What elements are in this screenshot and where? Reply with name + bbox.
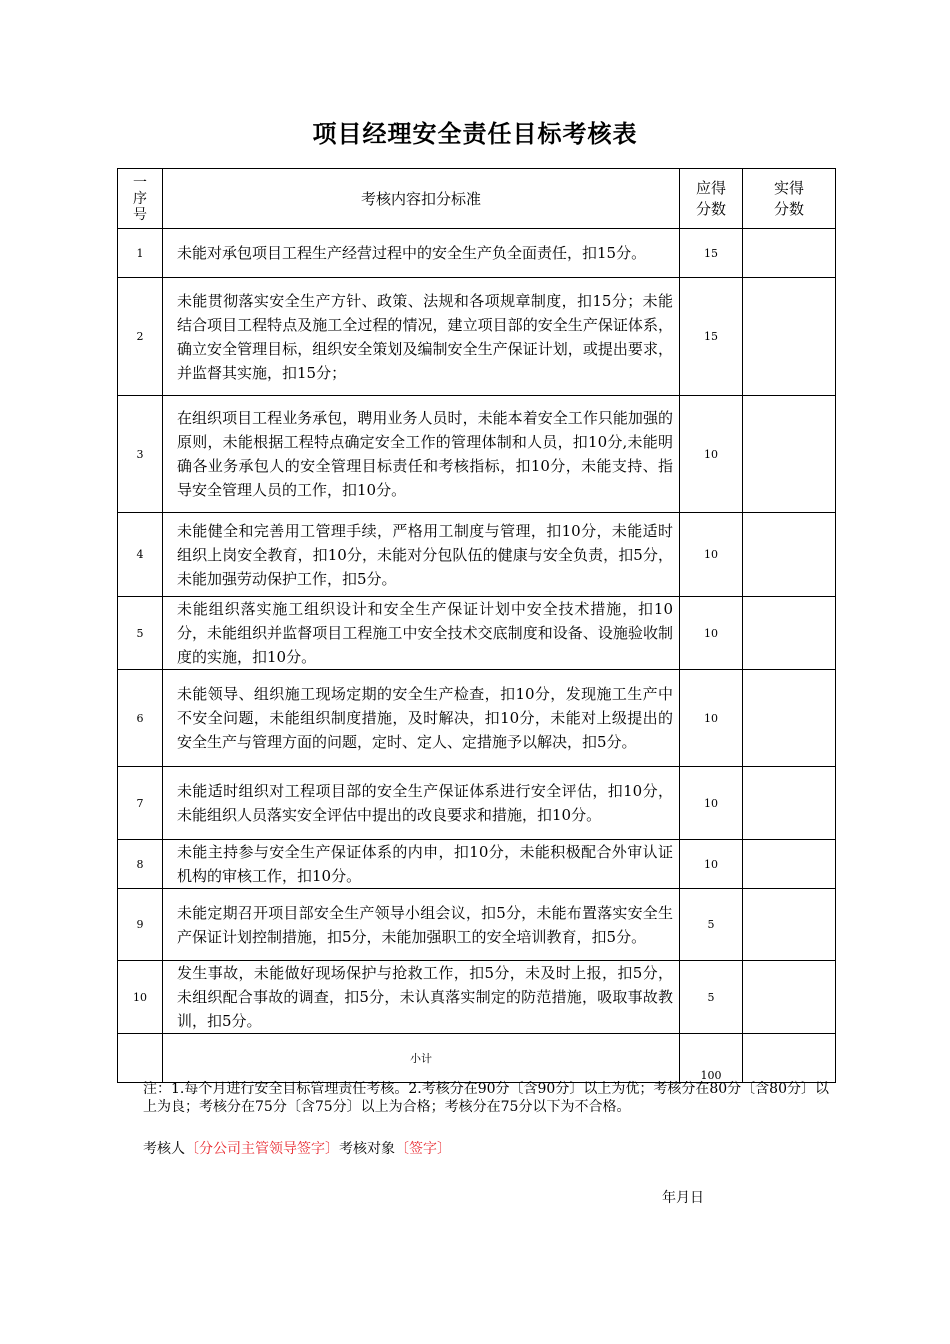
row-criteria: 未能主持参与安全生产保证体系的内申，扣10分，未能积极配合外审认证机构的审核工作，扣10分。 (163, 840, 680, 889)
table-header-row (118, 169, 836, 229)
row-number: 1 (118, 229, 163, 278)
table-row (118, 513, 836, 597)
row-criteria: 未能对承包项目工程生产经营过程中的安全生产负全面责任，扣15分。 (163, 229, 680, 278)
row-number: 10 (118, 961, 163, 1034)
header-seq-char: 序 (133, 190, 147, 207)
row-criteria: 未能定期召开项目部安全生产领导小组会议，扣5分，未能布置落实安全生产保证计划控制措施，扣5分，未能加强职工的安全培训教育，扣5分。 (163, 889, 680, 961)
assessee-label: 考核对象 (339, 1141, 395, 1157)
assessee-sign-field[interactable]: 〔签字〕 (395, 1141, 451, 1157)
row-number: 6 (118, 670, 163, 767)
row-actual-score-cell[interactable] (743, 961, 836, 1034)
header-seq-char: 号 (133, 206, 147, 223)
subtotal-label: 小计 (163, 1034, 680, 1083)
row-actual-score-cell[interactable] (743, 513, 836, 597)
header-due-score (680, 169, 743, 229)
header-seq-char: 一 (133, 174, 147, 191)
header-due-line: 分数 (695, 199, 726, 218)
row-criteria: 未能贯彻落实安全生产方针、政策、法规和各项规章制度，扣15分；未能结合项目工程特点及施工全过程的情况，建立项目部的安全生产保证体系，确立安全管理目标，组织安全策划及编制安全生产保证计划，或提出要求，并监督其实施，扣15分； (163, 278, 680, 396)
header-content: 考核内容扣分标准 (163, 169, 680, 229)
header-actual-score (743, 169, 836, 229)
signature-line (143, 1138, 451, 1158)
row-actual-score-cell[interactable] (743, 229, 836, 278)
row-criteria: 未能健全和完善用工管理手续，严格用工制度与管理，扣10分，未能适时组织上岗安全教育，扣10分，未能对分包队伍的健康与安全负责，扣5分，未能加强劳动保护工作，扣5分。 (163, 513, 680, 597)
table-row (118, 767, 836, 840)
subtotal-seq-cell (118, 1034, 163, 1083)
row-due-score: 10 (680, 670, 743, 767)
table-row (118, 889, 836, 961)
row-number: 3 (118, 396, 163, 513)
table-row (118, 597, 836, 670)
row-actual-score-cell[interactable] (743, 278, 836, 396)
row-due-score: 15 (680, 278, 743, 396)
row-criteria: 发生事故，未能做好现场保护与抢救工作，扣5分，未及时上报，扣5分，未组织配合事故的调查，扣5分，未认真落实制定的防范措施，吸取事故教训，扣5分。 (163, 961, 680, 1034)
row-actual-score-cell[interactable] (743, 396, 836, 513)
row-number: 2 (118, 278, 163, 396)
table-row (118, 229, 836, 278)
subtotal-row (118, 1034, 836, 1083)
row-criteria: 未能适时组织对工程项目部的安全生产保证体系进行安全评估，扣10分，未能组织人员落实安全评估中提出的改良要求和措施，扣10分。 (163, 767, 680, 840)
row-actual-score-cell[interactable] (743, 840, 836, 889)
subtotal-score: 100 (680, 1034, 743, 1083)
header-got-line: 分数 (773, 199, 804, 218)
notes-text: 注：1.每个月进行安全目标管理责任考核。2.考核分在90分〔含90分〕以上为优；考核分在80分〔含80分〕以上为良；考核分在75分〔含75分〕以上为合格；考核分在75分以下为不合格。 (143, 1081, 829, 1115)
assessor-label: 考核人 (143, 1141, 185, 1157)
row-actual-score-cell[interactable] (743, 889, 836, 961)
row-number: 8 (118, 840, 163, 889)
row-number: 7 (118, 767, 163, 840)
row-actual-score-cell[interactable] (743, 670, 836, 767)
row-due-score: 10 (680, 767, 743, 840)
row-actual-score-cell[interactable] (743, 597, 836, 670)
table-row (118, 670, 836, 767)
row-number: 4 (118, 513, 163, 597)
row-number: 5 (118, 597, 163, 670)
table-row (118, 840, 836, 889)
assessment-table (117, 168, 836, 1083)
subtotal-actual-cell[interactable] (743, 1034, 836, 1083)
row-due-score: 15 (680, 229, 743, 278)
row-criteria: 未能组织落实施工组织设计和安全生产保证计划中安全技术措施，扣10分，未能组织并监督项目工程施工中安全技术交底制度和设备、设施验收制度的实施，扣10分。 (163, 597, 680, 670)
page-title: 项目经理安全责任目标考核表 (312, 120, 638, 148)
header-due-line: 应得 (695, 178, 726, 197)
row-due-score: 10 (680, 597, 743, 670)
row-due-score: 10 (680, 513, 743, 597)
row-actual-score-cell[interactable] (743, 767, 836, 840)
header-seq (118, 169, 163, 229)
header-got-line: 实得 (773, 178, 804, 197)
row-number: 9 (118, 889, 163, 961)
assessor-sign-field[interactable]: 〔分公司主管领导签字〕 (185, 1141, 339, 1157)
row-due-score: 10 (680, 396, 743, 513)
row-criteria: 未能领导、组织施工现场定期的安全生产检查，扣10分，发现施工生产中不安全问题，未能组织制度措施，及时解决，扣10分，未能对上级提出的安全生产与管理方面的问题，定时、定人、定措施予以解决，扣5分。 (163, 670, 680, 767)
row-due-score: 10 (680, 840, 743, 889)
row-criteria: 在组织项目工程业务承包，聘用业务人员时，未能本着安全工作只能加强的原则，未能根据工程特点确定安全工作的管理体制和人员，扣10分,未能明确各业务承包人的安全管理目标责任和考核指标，扣10分，未能支持、指导安全管理人员的工作，扣10分。 (163, 396, 680, 513)
date-label: 年月日 (662, 1190, 704, 1206)
table-row (118, 961, 836, 1034)
table-row (118, 396, 836, 513)
row-due-score: 5 (680, 961, 743, 1034)
row-due-score: 5 (680, 889, 743, 961)
table-row (118, 278, 836, 396)
